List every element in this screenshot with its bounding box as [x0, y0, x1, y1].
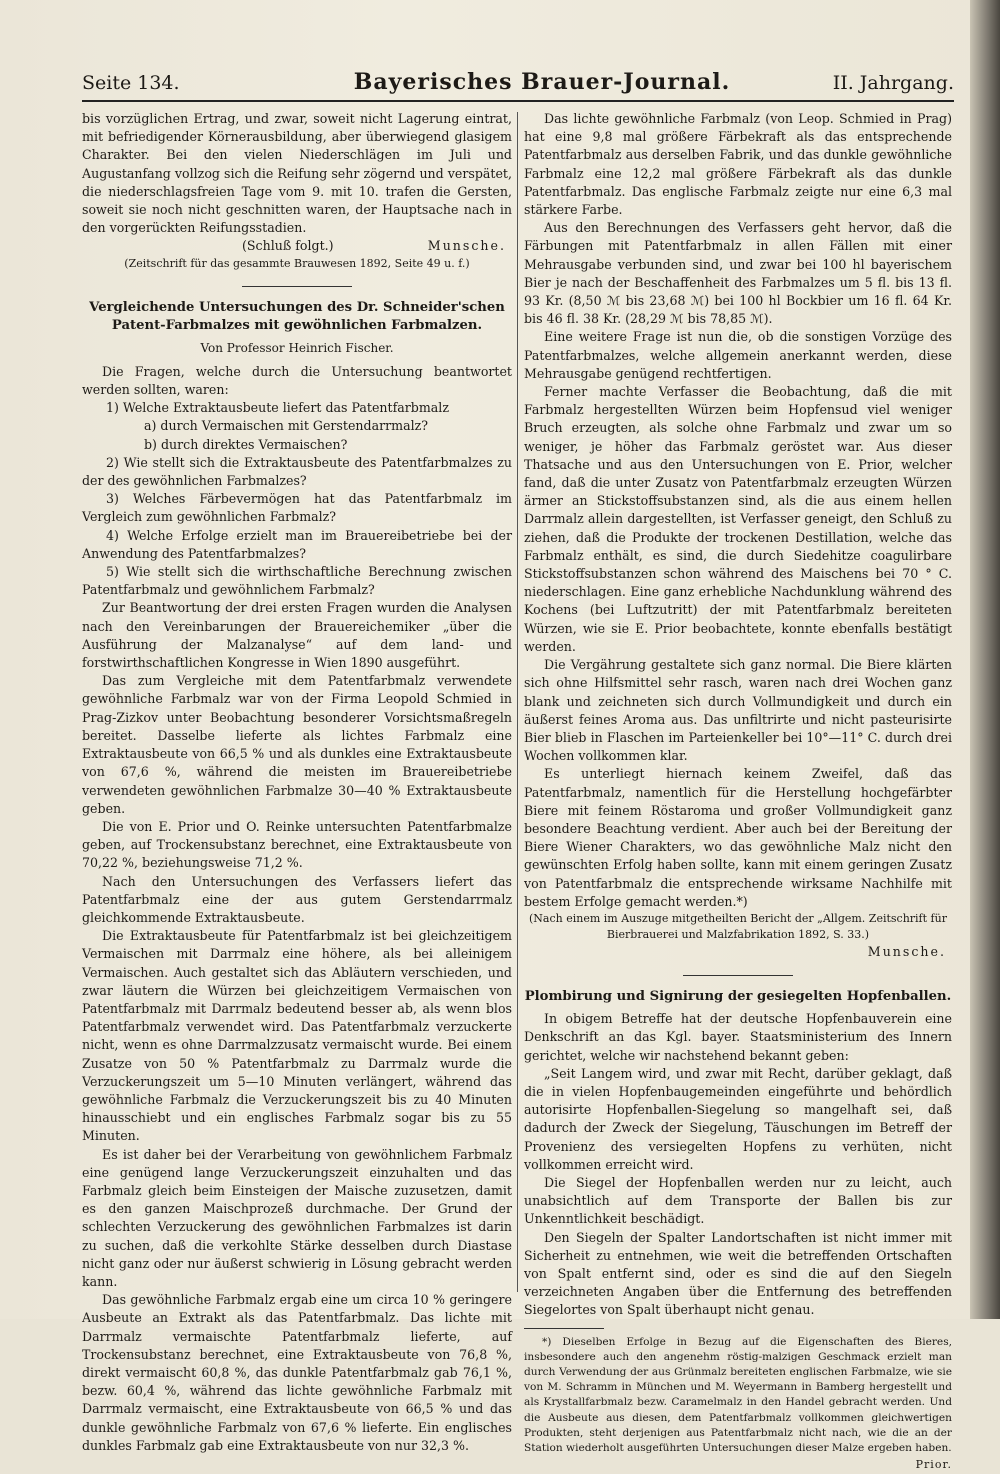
author-signature: Munsche.: [867, 943, 946, 959]
paragraph: Das zum Vergleiche mit dem Patentfarbmalz verwendete gewöhnliche Farbmalz war von der Firma Leopold Schmied in Prag-Zizkov unter Beobachtung besonderer Vorsichtsmaßregeln bereitet. Dasselbe lieferte als lichtes Farbmalz eine Extraktausbeute von 66,5 % und als dunkles eine Extraktausbeute von 67,6 %, während die meisten im Brauereibetriebe verwendeten gewöhnlichen Farbmalze 30—40 % Extraktausbeute geben.: [82, 673, 512, 816]
paragraph: Das gewöhnliche Farbmalz ergab eine um circa 10 % geringere Ausbeute an Extrakt als das Patentfarbmalz. Das lichte mit Darrmalz vermaischte Patentfarbmalz lieferte, auf Trockensubstanz berechnet, eine Extraktausbeute von 76,8 %, direkt vermaischt 60,8 %, das dunkle Patentfarbmalz gab 76,1 %, bezw. 60,4 %, während das lichte gewöhnliche Farbmalz mit Darrmalz vermaischt, eine Extraktausbeute von 66,5 % und das dunkle gewöhnliche Farbmalz von 67,6 % lieferte. Ein englisches dunkles Farbmalz gab eine Extraktausbeute von nur 32,3 %.: [82, 1292, 512, 1453]
article-title: Plombirung und Signirung der gesiegelten Hopfenballen.: [524, 989, 952, 1005]
question-1: 1) Welche Extraktausbeute liefert das Patentfarbmalz: [106, 400, 449, 416]
paragraph: Eine weitere Frage ist nun die, ob die sonstigen Vorzüge des Patentfarbmalzes, welche allgemein anerkannt werden, diese Mehrausgabe genügend rechtfertigen.: [524, 329, 952, 381]
paragraph: Das lichte gewöhnliche Farbmalz (von Leop. Schmied in Prag) hat eine 9,8 mal größere Färbekraft als das entsprechende Patentfarbmalz aus derselben Fabrik, und das dunkle gewöhnliche Farbmalz eine 12,2 mal größere Färbekraft als das dunkle Patentfarbmalz. Das englische Farbmalz zeigte nur eine 6,3 mal stärkere Farbe.: [524, 111, 952, 218]
footnote-signature: Prior.: [915, 1458, 952, 1472]
paragraph: Die Fragen, welche durch die Untersuchung beantwortet werden sollten, waren:: [82, 363, 512, 398]
left-column: [82, 110, 512, 1455]
continued-paragraph: bis vorzüglichen Ertrag, und zwar, soweit nicht Lagerung eintrat, mit befriedigender Körnerausbildung, aber überwiegend glasigem Charakter. Bei den vielen Niederschlägen im Juli und Augustanfang vollzog sich die Reifung sehr zögernd und verspätet, die niederschlagsfreien Tage vom 9. mit 10. trafen die Gersten, soweit sie noch nicht geschnitten waren, der Hauptsache nach in den vorgerückten Reifungsstadien.: [82, 111, 512, 236]
source-note: (Nach einem im Auszuge mitgetheilten Bericht der „Allgem. Zeitschrift für Bierbrauerei und Malzfabrikation 1892, S. 33.): [529, 911, 947, 941]
author-signature: Munsche.: [427, 238, 506, 254]
paragraph: Nach den Untersuchungen des Verfassers liefert das Patentfarbmalz eine der aus gutem Gerstendarrmalz gleichkommende Extraktausbeute.: [82, 873, 512, 925]
question-1b: b) durch direktes Vermaischen?: [144, 436, 348, 452]
paragraph: Die Siegel der Hopfenballen werden nur zu leicht, auch unabsichtlich auf dem Transporte der Ballen bis zur Unkenntlichkeit beschädigt.: [524, 1174, 952, 1227]
journal-title: Bayerisches Brauer-Journal.: [353, 69, 731, 95]
question-4: 4) Welche Erfolge erzielt man im Brauereibetriebe bei der Anwendung des Patentfarbmalzes?: [82, 527, 512, 561]
paragraph: Ferner machte Verfasser die Beobachtung, daß die mit Farbmalz hergestellten Würzen beim Hopfensud viel weniger Bruch erzeugten, als solche ohne Farbmalz und zwar um so weniger, je höher das Farbmalz geröstet war. Aus dieser Thatsache und aus den Untersuchungen von E. Prior, welcher fand, daß die unter Zusatz von Patentfarbmalz erzeugten Würzen ärmer an Stickstoffsubstanzen sind, als die aus einem hellen Darrmalz allein dargestellten, ist Verfasser geneigt, den Schluß zu ziehen, daß die Produkte der trockenen Destillation, welche das Farbmalz enthält, es sind, die durch Siedehitze coagulirbare Stickstoffsubstanzen schon während des Maischens bei 70 ° C. niederschlagen. Eine ganz erhebliche Nachdunklung während des Kochens (bei Luftzutritt) der mit Patentfarbmalz bereiteten Würzen, wie sie E. Prior beobachtete, konnte ebenfalls bestätigt werden.: [524, 384, 952, 654]
article-title: Vergleichende Untersuchungen des Dr. Schneider'schen Patent-Farbmalzes mit gewöhnlichen Farbmalzen.: [89, 299, 505, 333]
to-be-continued: (Schluß folgt.): [242, 238, 334, 254]
question-1a: a) durch Vermaischen mit Gerstendarrmalz?: [144, 418, 428, 434]
question-2: 2) Wie stellt sich die Extraktausbeute des Patentfarbmalzes zu der des gewöhnlichen Farbmalzes?: [82, 454, 512, 489]
paragraph: Die von E. Prior und O. Reinke untersuchten Patentfarbmalze geben, auf Trockensubstanz berechnet, eine Extraktausbeute von 70,22 %, beziehungsweise 71,2 %.: [82, 818, 512, 871]
footnote-separator: [524, 1328, 604, 1329]
page-number: Seite 134.: [82, 72, 180, 94]
source-note: (Zeitschrift für das gesammte Brauwesen 1892, Seite 49 u. f.): [124, 256, 470, 270]
paragraph: Die Vergährung gestaltete sich ganz normal. Die Biere klärten sich ohne Hilfsmittel sehr rasch, waren nach drei Wochen ganz blank und zeichneten sich durch Vollmundigkeit und durch ein äußerst feines Aroma aus. Das unfiltrirte und nicht pasteurisirte Bier blieb in Flaschen im Parteienkeller bei 10°—11° C. durch drei Wochen vollkommen klar.: [524, 657, 952, 764]
right-column: [524, 110, 952, 1474]
paragraph: Aus den Berechnungen des Verfassers geht hervor, daß die Färbungen mit Patentfarbmalz in allen Fällen mit einer Mehrausgabe verbunden sind, und zwar bei 100 hl bayerischem Bier je nach der Beschaffenheit des Farbmalzes um 5 fl. bis 13 fl. 93 Kr. (8,50 ℳ bis 23,68 ℳ) bei 100 hl Bockbier um 16 fl. 64 Kr. bis 46 fl. 38 Kr. (28,29 ℳ bis 78,85 ℳ).: [524, 220, 952, 327]
article-author: Von Professor Heinrich Fischer.: [200, 340, 394, 355]
paragraph: Die Extraktausbeute für Patentfarbmalz ist bei gleichzeitigem Vermaischen mit Darrmalz eine höhere, als bei alleinigem Vermaischen. Auch gestaltet sich das Abläutern verschieden, und zwar läutern die Würzen bei gleichzeitigem Vermaischen von Patentfarbmalz mit Darrmalz bedeutend besser ab, als wenn blos Patentfarbmalz verwendet wird. Das Patentfarbmalz verzuckerte nicht, wenn es ohne Darrmalzzusatz vermaischt wurde. Bei einem Zusatze von 50 % Patentfarbmalz zu Darrmalz wurde die Verzuckerungszeit um 5—10 Minuten verlängert, während das gewöhnliche Farbmalz die Verzuckerungszeit bis zu 40 Minuten hinausschiebt und ein englisches Farbmalz sogar bis zu 55 Minuten.: [82, 928, 512, 1144]
question-5: 5) Wie stellt sich die wirthschaftliche Berechnung zwischen Patentfarbmalz und gewöhnlichem Farbmalz?: [82, 564, 512, 598]
paragraph: Es ist daher bei der Verarbeitung von gewöhnlichem Farbmalz eine genügend lange Verzuckerungszeit einzuhalten und das Farbmalz gleich beim Einsteigen der Maische zuzusetzen, damit es den ganzen Maischprozeß durchmache. Der Grund der schlechten Verzuckerung des gewöhnlichen Farbmalzes ist darin zu suchen, daß die verkohlte Stärke desselben durch Diastase nicht ganz oder nur äußerst schwierig in Lösung gebracht werden kann.: [82, 1146, 512, 1289]
paragraph: Den Siegeln der Spalter Landortschaften ist nicht immer mit Sicherheit zu entnehmen, wie weit die betreffenden Ortschaften von Spalt entfernt sind, oder es sind die auf den Siegeln verzeichneten Angaben über die Entfernung des betreffenden Siegelortes von Spalt überhaupt nicht genau.: [524, 1229, 952, 1318]
paragraph: „Seit Langem wird, und zwar mit Recht, darüber geklagt, daß die in vielen Hopfenbaugemeinden eingeführte und behördlich autorisirte Hopfenballen-Siegelung so mangelhaft sei, daß dadurch der Zweck der Siegelung, Täuschungen im Betreff der Provenienz des versiegelten Hopfens zu verhüten, nicht vollkommen erreicht wird.: [524, 1065, 952, 1172]
page-header: [82, 66, 954, 102]
footnote: *) Dieselben Erfolge in Bezug auf die Eigenschaften des Bieres, insbesondere auch den angenehm röstig-malzigen Geschmack erzielt man durch Verwendung der aus Grünmalz bereiteten englischen Farbmalze, wie sie von M. Schramm in München und M. Weyermann in Bamberg hergestellt und als Krystallfarbmalz bezw. Caramelmalz in den Handel gebracht werden. Und die Ausbeute aus diesen, dem Patentfarbmalz vollkommen gleichwertigen Produkten, steht derjenigen aus Patentfarbmalz nicht nach, wie die an der Station wiederholt ausgeführten Untersuchungen dieser Malze ergeben haben.: [524, 1335, 952, 1455]
signature-line: [524, 943, 952, 961]
paragraph: Zur Beantwortung der drei ersten Fragen wurden die Analysen nach den Vereinbarungen der Brauereichemiker „über die Ausführung der Malzanalyse“ auf dem land- und forstwirthschaftlichen Kongresse in Wien 1890 ausgeführt.: [82, 600, 512, 671]
paragraph: In obigem Betreffe hat der deutsche Hopfenbauverein eine Denkschrift an das Kgl. bayer. Staatsministerium des Innern gerichtet, welche wir nachstehend bekannt geben:: [524, 1011, 952, 1063]
volume-label: II. Jahrgang.: [832, 72, 954, 94]
section-separator: [683, 975, 793, 976]
column-divider: [517, 112, 518, 1292]
book-edge-shadow: [970, 0, 1000, 1319]
question-3: 3) Welches Färbevermögen hat das Patentfarbmalz im Vergleich zum gewöhnlichen Farbmalz?: [82, 491, 512, 525]
paragraph: Es unterliegt hiernach keinem Zweifel, daß das Patentfarbmalz, namentlich für die Herstellung hochgefärbter Biere mit feinem Röstaroma und großer Vollmundigkeit ganz besondere Beachtung verdient. Aber auch bei der Bereitung der Biere Wiener Charakters, wo das gewöhnliche Malz nicht den gewünschten Erfolg haben sollte, kann mit einem geringen Zusatz von Patentfarbmalz die entsprechende wirksame Nachhilfe mit bestem Erfolge gemacht werden.*): [524, 766, 952, 909]
section-separator: [242, 286, 352, 287]
signature-line: [82, 237, 512, 255]
